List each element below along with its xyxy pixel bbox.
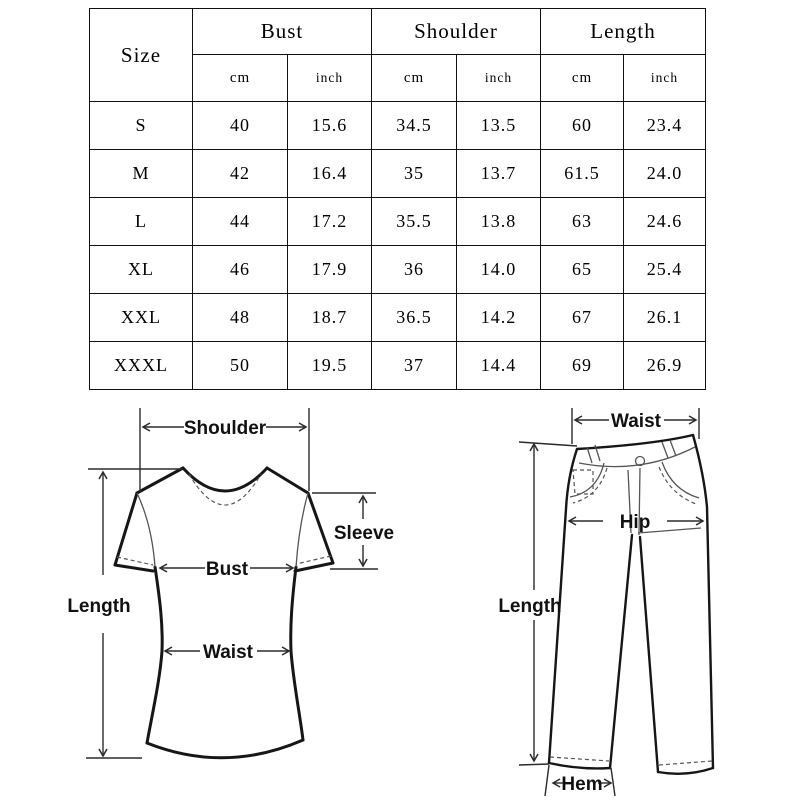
hem-stitch-left [550,757,609,761]
shoulder-seam-left [137,468,183,493]
table-row [90,198,706,246]
size-cell: L [90,198,193,246]
shirt-length-label: Length [67,596,131,617]
table-header-row-groups [90,9,706,55]
table-row [90,102,706,150]
cuff-right-line [295,563,333,571]
unit-shoulder-inch: inch [457,55,541,102]
table-cell: 14.2 [457,294,541,342]
size-cell: XXL [90,294,193,342]
table-cell: 60 [541,102,624,150]
header-shoulder: Shoulder [372,9,541,55]
size-cell: XL [90,246,193,294]
table-cell: 25.4 [624,246,706,294]
table-cell: 13.7 [457,150,541,198]
length-ext-bottom [519,764,549,765]
table-cell: 26.1 [624,294,706,342]
header-length: Length [541,9,706,55]
table-cell: 35.5 [372,198,457,246]
table-cell: 69 [541,342,624,390]
sleeve-left-line [115,493,137,565]
body-right-line [291,567,303,740]
pants-hem-label: Hem [561,774,603,795]
table-cell: 35 [372,150,457,198]
pants-waist-label: Waist [611,411,661,432]
unit-bust-inch: inch [288,55,372,102]
table-row [90,246,706,294]
table-cell: 17.2 [288,198,372,246]
table-cell: 37 [372,342,457,390]
table-cell: 44 [193,198,288,246]
shirt-waist-label: Waist [203,642,253,663]
hem-tick-left [545,765,549,796]
unit-bust-cm: cm [193,55,288,102]
pocket-left-stitch [573,468,607,503]
table-cell: 18.7 [288,294,372,342]
hem-line [147,740,303,758]
size-table [89,8,706,390]
armhole-right-seam [296,493,308,567]
table-cell: 34.5 [372,102,457,150]
size-cell: XXXL [90,342,193,390]
pants-hem-left [549,763,610,768]
hem-tick-right [611,768,615,796]
table-cell: 36.5 [372,294,457,342]
table-cell: 36 [372,246,457,294]
table-cell: 24.6 [624,198,706,246]
collar-outer-line [183,468,267,491]
table-cell: 23.4 [624,102,706,150]
cuff-left-stitch [117,557,153,565]
table-cell: 24.0 [624,150,706,198]
table-cell: 67 [541,294,624,342]
pants-outline [549,435,713,774]
pants-outer-right [693,435,713,768]
cuff-left-line [115,565,153,571]
unit-length-cm: cm [541,55,624,102]
table-cell: 42 [193,150,288,198]
table-cell: 14.4 [457,342,541,390]
shirt-sleeve-label: Sleeve [333,523,395,544]
table-cell: 19.5 [288,342,372,390]
table-cell: 65 [541,246,624,294]
body-left-line [147,567,162,743]
tshirt-seams [137,493,308,567]
tshirt-diagram [67,408,394,758]
table-cell: 61.5 [541,150,624,198]
pants-hem-right [658,768,713,774]
armhole-left-seam [137,493,155,567]
size-cell: S [90,102,193,150]
pants-inner-left [610,535,632,768]
pants-hip-label: Hip [619,512,651,533]
waistband-top-line [577,435,693,449]
shirt-bust-label: Bust [205,559,249,580]
unit-shoulder-cm: cm [372,55,457,102]
pocket-right-line [662,462,699,498]
cuff-right-stitch [296,556,331,564]
header-bust: Bust [193,9,372,55]
table-cell: 40 [193,102,288,150]
unit-length-inch: inch [624,55,706,102]
size-cell: M [90,150,193,198]
table-row [90,150,706,198]
table-cell: 46 [193,246,288,294]
length-ext-top [519,442,577,446]
table-cell: 15.6 [288,102,372,150]
tshirt-outline [115,468,333,758]
tshirt-dimensions [86,408,378,758]
table-row [90,342,706,390]
table-row [90,294,706,342]
header-size: Size [90,9,193,102]
measurement-diagrams [0,395,800,800]
pants-inner-right [640,537,658,772]
belt-loop-right [662,440,676,458]
pants-length-label: Length [498,596,562,617]
table-cell: 13.5 [457,102,541,150]
shirt-shoulder-label: Shoulder [183,418,267,439]
sleeve-right-line [308,493,333,563]
hem-stitch-right [659,761,712,765]
table-cell: 13.8 [457,198,541,246]
table-cell: 50 [193,342,288,390]
coin-pocket [573,470,593,494]
table-cell: 14.0 [457,246,541,294]
table-cell: 48 [193,294,288,342]
table-cell: 17.9 [288,246,372,294]
shoulder-seam-right [267,468,308,493]
table-cell: 26.9 [624,342,706,390]
table-cell: 16.4 [288,150,372,198]
pants-diagram [498,408,713,796]
table-cell: 63 [541,198,624,246]
